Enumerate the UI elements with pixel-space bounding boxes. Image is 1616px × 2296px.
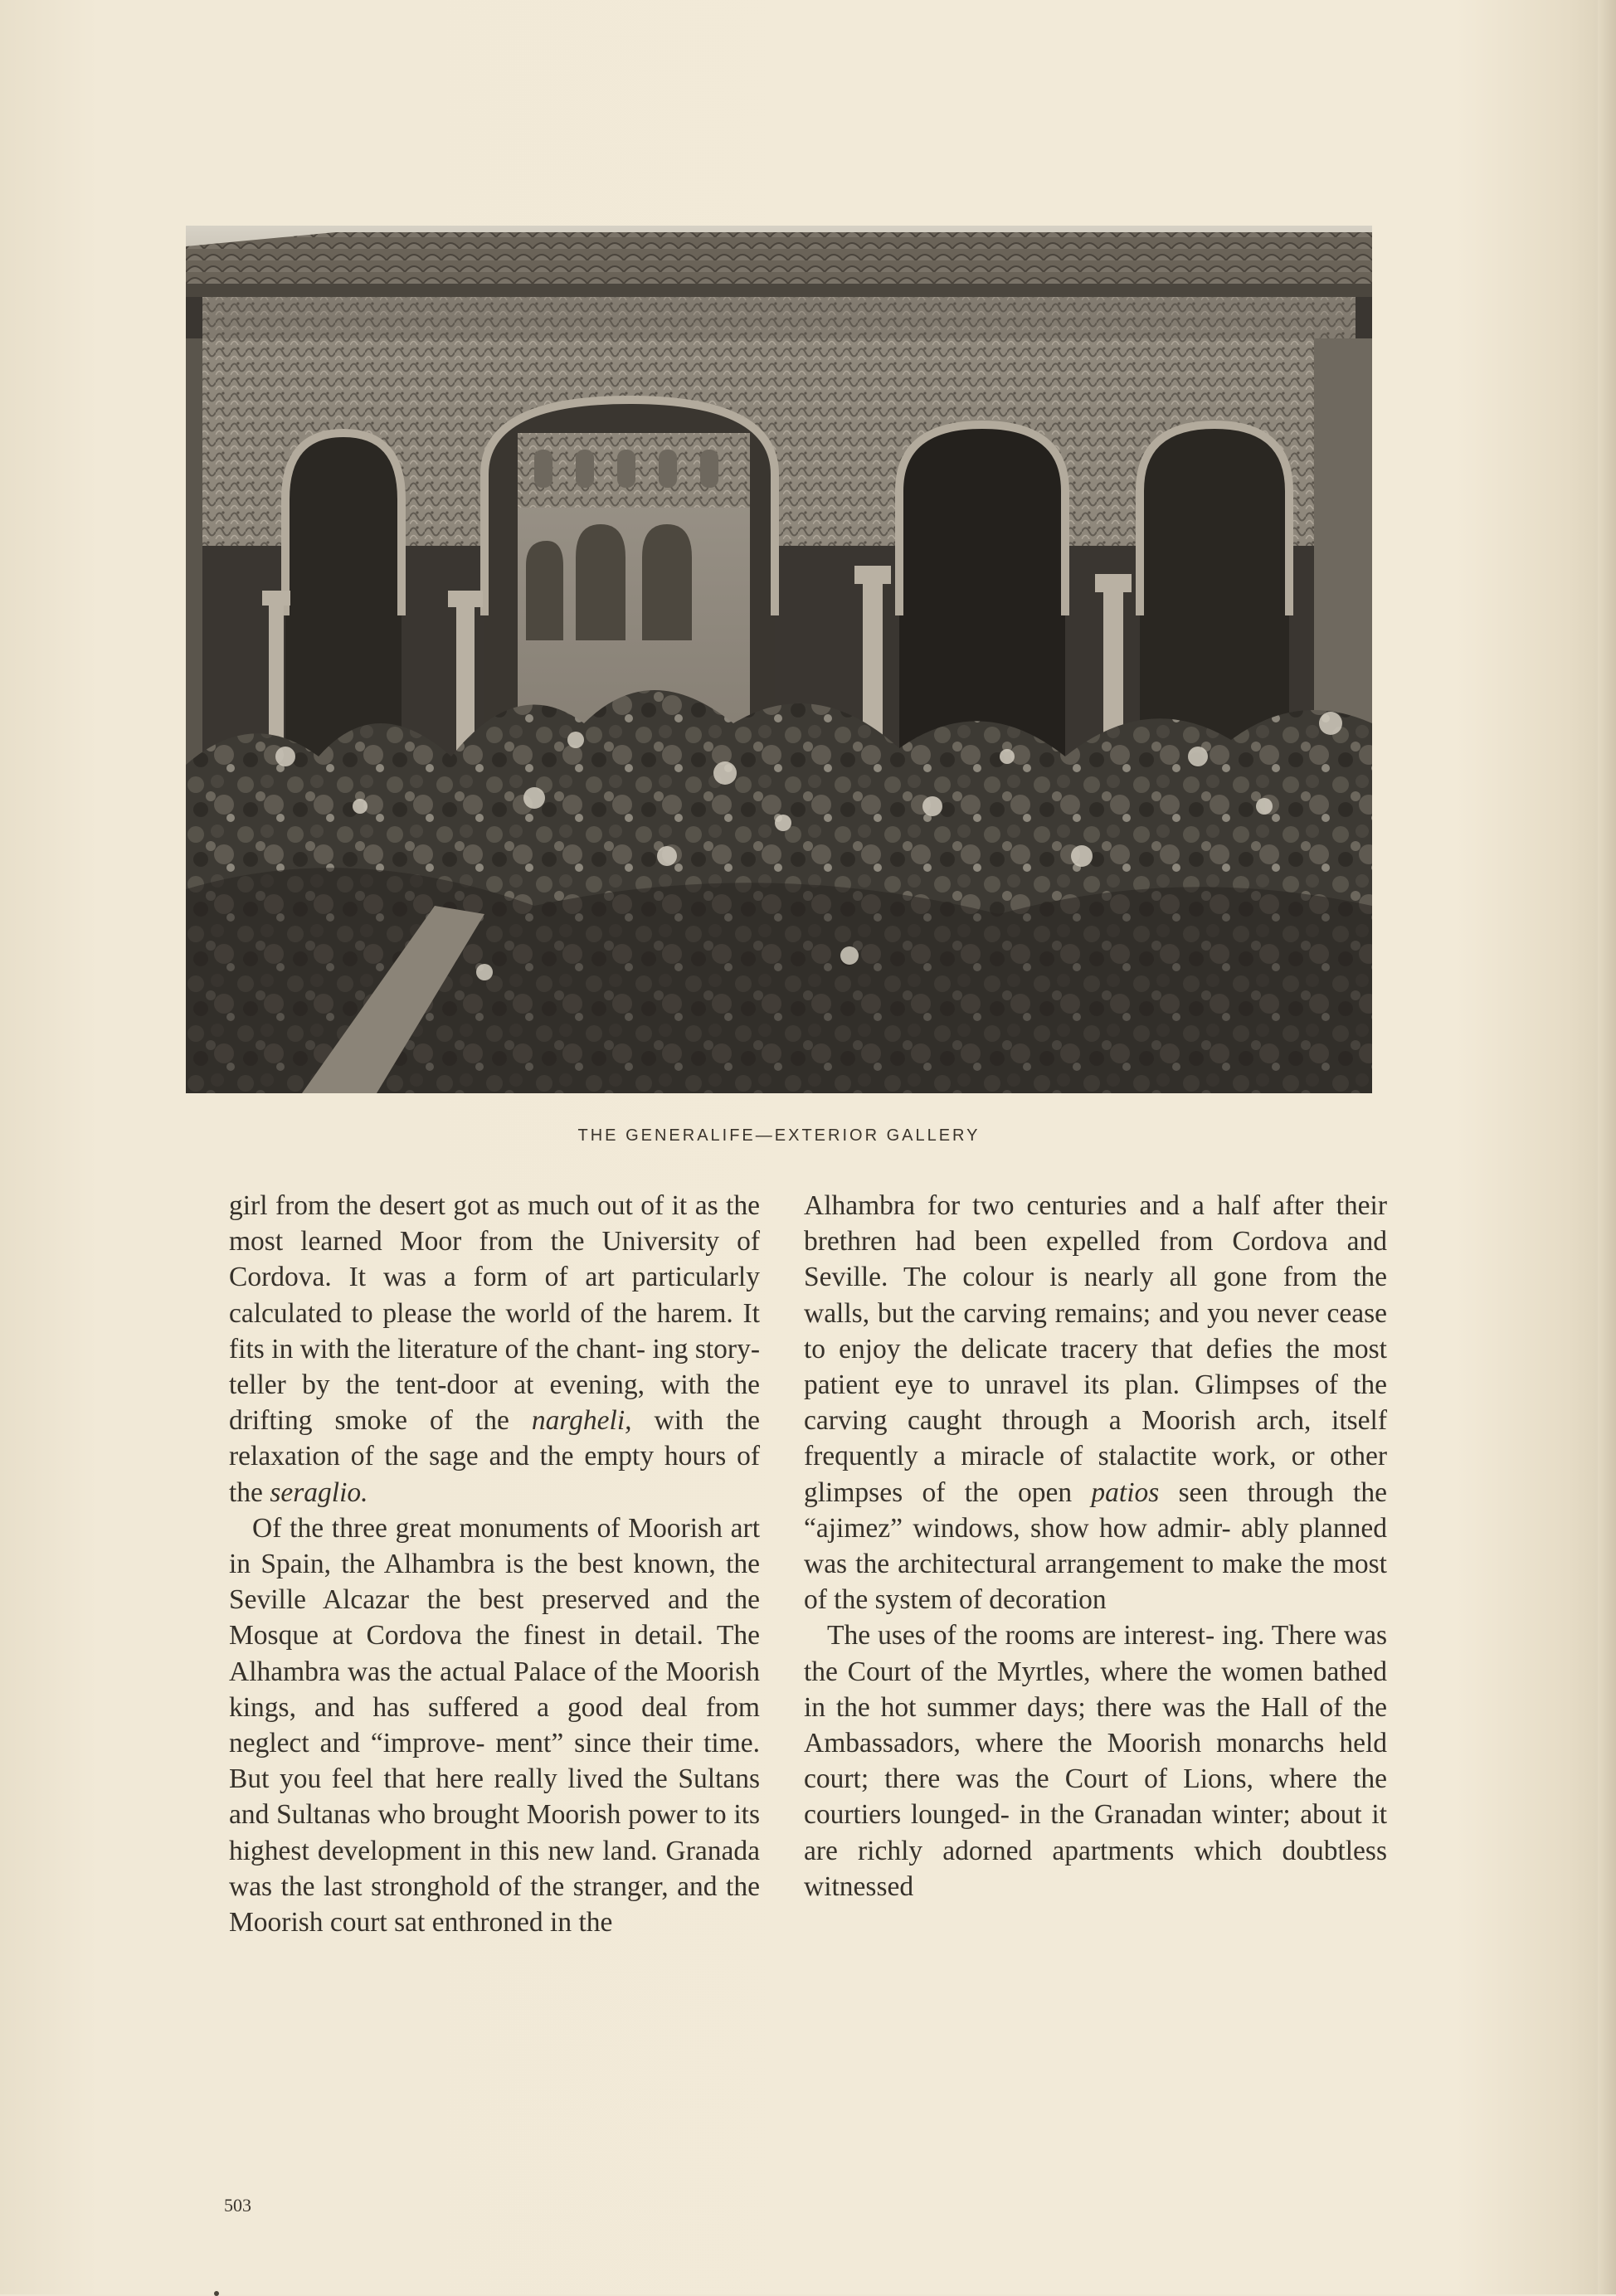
italic-term: patios	[1091, 1476, 1160, 1508]
paragraph: Of the three great monuments of Moorish art in Spain, the Alhambra is the best known, the Seville Alcazar the best preserved and the Mosque at Cordova the finest in detail. The Alhambra was the actual Palace of the Moorish kings, and has suffered a good deal from neglect and “improve- ment” since their time. But you feel that here really lived the Sultans and Sultanas who brought Moorish power to its highest development in this new land. Granada was the last stronghold of the stranger, and the Moorish court sat enthroned in the	[229, 1512, 760, 1938]
generalife-photograph	[186, 226, 1372, 1093]
text-column-left	[229, 1188, 760, 1940]
text-run: with the relaxation of the sage and the empty hours of the	[229, 1405, 761, 1508]
italic-term: nargheli,	[531, 1405, 632, 1437]
photo-caption: THE GENERALIFE—EXTERIOR GALLERY	[577, 1126, 981, 1145]
italic-term: seraglio.	[270, 1476, 368, 1508]
text-run: girl from the desert got as much out of it as the most learned Moor from the University of Cordova. It was a form of art particularly calculated to please the world of the harem. It fits in with the literature of the chant- ing story-teller by the tent-door at evening, with the drifting smoke of the	[229, 1190, 760, 1437]
paragraph-continued	[229, 1188, 760, 1510]
photograph-illustration	[186, 226, 1372, 1093]
page-number: 503	[224, 2195, 251, 2216]
paragraph: The uses of the rooms are interest- ing. There was the Court of the Myrtles, where the women bathed in the hot summer days; there was the Hall of the Ambassadors, where the Moorish monarchs held court; there was the Court of Lions, where the courtiers lounged- in the Granadan winter; about it are richly adorned apartments which doubtless witnessed	[804, 1620, 1387, 1902]
text-run: seen through the “ajimez” windows, show how admir- ably planned was the architectural arrangement to make the most of the system of decoration	[804, 1476, 1387, 1616]
ink-speck	[214, 2291, 219, 2296]
text-column-right	[804, 1188, 1387, 1904]
text-run: Alhambra for two centuries and a half after their brethren had been expelled from Cordova and Seville. The colour is nearly all gone from the walls, but the carving remains; and you never cease to enjoy the delicate tracery that defies the most patient eye to unravel its plan. Glimpses of the carving caught through a Moorish arch, itself frequently a miracle of stalactite work, or other glimpses of the open	[804, 1190, 1387, 1508]
page-gutter-edge	[1598, 0, 1616, 2294]
paragraph-continued	[804, 1188, 1387, 1617]
